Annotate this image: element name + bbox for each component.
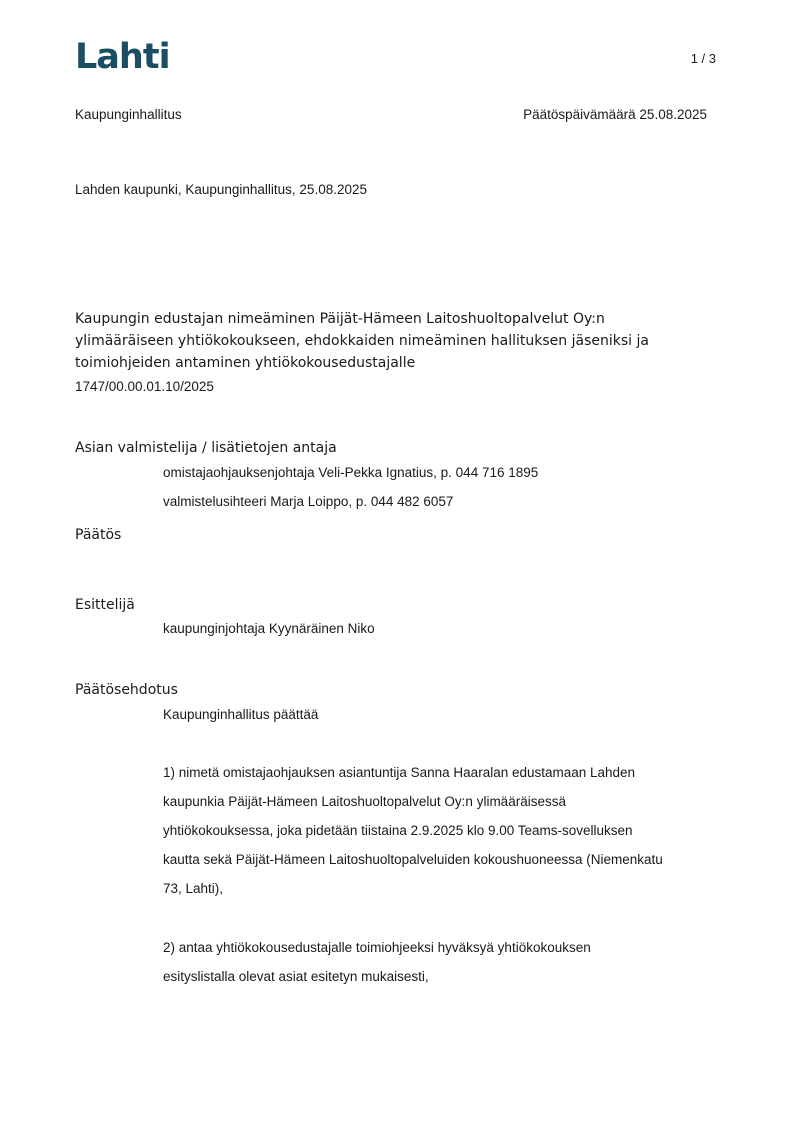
preparer-item: omistajaohjauksenjohtaja Veli-Pekka Ignatius, p. 044 716 1895 — [163, 465, 539, 480]
lahti-logo: Lahti — [75, 37, 170, 77]
proposal-item-line: 73, Lahti), — [163, 881, 224, 896]
proposal-heading: Päätösehdotus — [75, 682, 178, 698]
matter-title-line: toimiohjeiden antaminen yhtiökokousedustajalle — [75, 355, 416, 371]
preparer-item: valmistelusihteeri Marja Loippo, p. 044 482 6057 — [163, 494, 454, 509]
proposal-item-line: kautta sekä Päijät-Hämeen Laitoshuoltopalveluiden kokoushuoneessa (Niemenkatu — [163, 852, 663, 867]
diary-number: 1747/00.00.01.10/2025 — [75, 379, 214, 394]
page-number: 1 / 3 — [690, 51, 716, 66]
decision-body: Kaupunginhallitus — [75, 107, 182, 122]
proposal-item-2 — [163, 933, 723, 991]
proposal-item-line: 1) nimetä omistajaohjauksen asiantuntija Sanna Haaralan edustamaan Lahden — [163, 765, 636, 780]
proposal-lead: Kaupunginhallitus päättää — [163, 707, 319, 722]
matter-title-line: ylimääräiseen yhtiökokoukseen, ehdokkaiden nimeäminen hallituksen jäseniksi ja — [75, 333, 649, 349]
proposal-item-line: esityslistalla olevat asiat esitetyn mukaisesti, — [163, 969, 429, 984]
matter-title-line: Kaupungin edustajan nimeäminen Päijät-Hämeen Laitoshuoltopalvelut Oy:n — [75, 311, 605, 327]
decision-heading: Päätös — [75, 527, 122, 543]
presenter-name: kaupunginjohtaja Kyynäräinen Niko — [163, 621, 375, 636]
proposal-item-1 — [163, 758, 723, 903]
proposal-item-line: yhtiökokouksessa, joka pidetään tiistaina 2.9.2025 klo 9.00 Teams-sovelluksen — [163, 823, 633, 838]
proposal-item-line: 2) antaa yhtiökokousedustajalle toimiohjeeksi hyväksyä yhtiökokouksen — [163, 940, 591, 955]
presenter-heading: Esittelijä — [75, 597, 135, 613]
matter-title — [75, 308, 695, 374]
proposal-item-line: kaupunkia Päijät-Hämeen Laitoshuoltopalvelut Oy:n ylimääräisessä — [163, 794, 566, 809]
intro-line: Lahden kaupunki, Kaupunginhallitus, 25.08.2025 — [75, 182, 367, 197]
decision-date: Päätöspäivämäärä 25.08.2025 — [523, 107, 707, 122]
preparers-heading: Asian valmistelija / lisätietojen antaja — [75, 440, 337, 456]
